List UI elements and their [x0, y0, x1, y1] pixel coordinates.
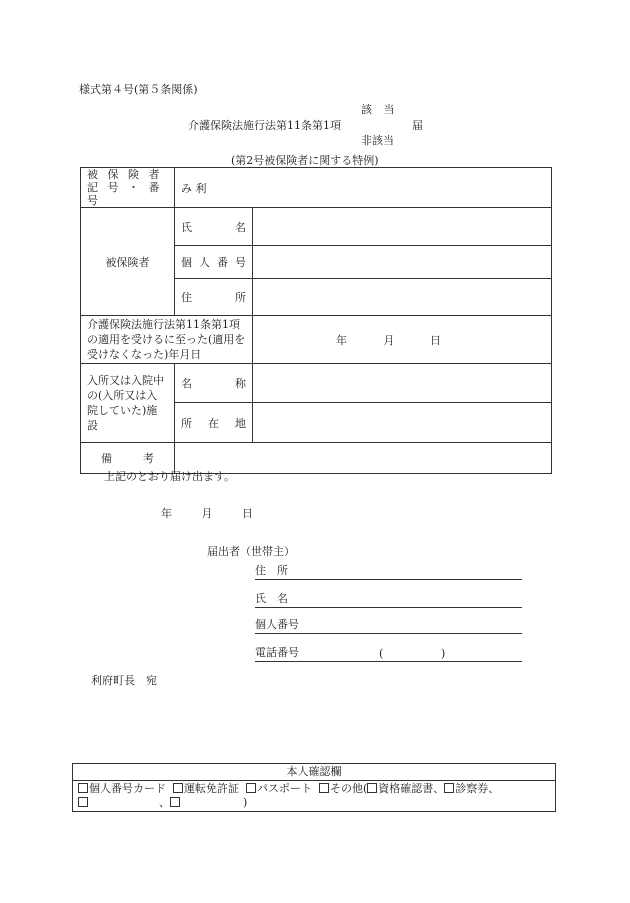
passport-checkbox[interactable]: [246, 783, 256, 793]
remarks-label: 備 考: [81, 443, 175, 474]
sign-month: 月: [201, 507, 213, 520]
form-subtitle: (第2号被保険者に関する特例): [231, 154, 379, 167]
date-month-label: 月: [383, 333, 395, 347]
filer-personal-number-line[interactable]: [255, 617, 522, 634]
personal-number-field[interactable]: [253, 246, 552, 279]
notification-label: 届: [412, 119, 423, 132]
facility-name-field[interactable]: [253, 364, 552, 403]
identity-confirmation-box: [72, 763, 556, 812]
notification-table: [80, 167, 552, 474]
insured-number-field[interactable]: み 利: [175, 168, 552, 208]
passport-label: パスポート: [257, 782, 312, 795]
phone-paren-open: (: [379, 647, 384, 660]
filer-title: 届出者（世帯主）: [207, 545, 295, 558]
exam-ticket-checkbox[interactable]: [444, 783, 454, 793]
extra-checkbox-1[interactable]: [78, 797, 88, 807]
declaration-text: 上記のとおり届け出ます。: [104, 470, 236, 483]
sign-date: [161, 505, 253, 521]
application-date-label: 介護保険法施行法第11条第1項の適用を受けるに至った(適用を受けなくなった)年月日: [81, 316, 253, 364]
filer-phone-line[interactable]: [255, 645, 522, 662]
addressee: 利府町長 宛: [91, 674, 157, 687]
address-label: 住 所: [175, 279, 253, 316]
mynumber-label: 個人番号カード: [89, 782, 166, 795]
date-day-label: 日: [430, 333, 441, 347]
date-year-label: 年: [336, 333, 347, 347]
address-field[interactable]: [253, 279, 552, 316]
insured-number-label: 被 保 険 者 記 号 ・ 番 号: [81, 168, 175, 208]
filer-address-label: 住 所: [255, 564, 288, 577]
facility-name-label: 名 称: [175, 364, 253, 403]
law-title: 介護保険法施行法第11条第1項: [188, 119, 341, 132]
exam-ticket-label: 診察券、: [455, 782, 500, 795]
qualification-label: 資格確認書、: [378, 782, 445, 795]
not-applicable-label: 非該当: [361, 134, 394, 147]
facility-location-field[interactable]: [253, 403, 552, 443]
phone-paren-close: ): [441, 647, 446, 660]
filer-name-line[interactable]: [255, 591, 522, 608]
filer-personal-number-label: 個人番号: [255, 618, 299, 631]
sign-year: 年: [161, 507, 172, 520]
license-checkbox[interactable]: [173, 783, 183, 793]
license-label: 運転免許証: [184, 782, 239, 795]
name-label: 氏 名: [175, 208, 253, 246]
personal-number-label: 個 人 番 号: [175, 246, 253, 279]
application-date-field[interactable]: [253, 316, 552, 364]
close-paren: ): [243, 796, 248, 809]
filer-phone-label: 電話番号: [255, 646, 299, 659]
name-field[interactable]: [253, 208, 552, 246]
other-checkbox[interactable]: [319, 783, 329, 793]
qualification-checkbox[interactable]: [367, 783, 377, 793]
filer-address-line[interactable]: [255, 563, 522, 580]
filer-name-label: 氏 名: [255, 592, 288, 605]
insured-person-label: 被保険者: [81, 208, 175, 316]
other-label: その他(: [330, 782, 368, 795]
form-number: 様式第４号(第５条関係): [79, 83, 198, 96]
applicable-label: 該 当: [361, 103, 399, 116]
facility-location-label: 所 在 地: [175, 403, 253, 443]
mynumber-checkbox[interactable]: [78, 783, 88, 793]
extra-checkbox-2[interactable]: [170, 797, 180, 807]
confirmation-title: 本人確認欄: [73, 764, 556, 781]
sign-day: 日: [242, 507, 253, 520]
separator: 、: [159, 796, 170, 809]
confirmation-options: [73, 781, 556, 812]
facility-label: 入所又は入院中の(入所又は入院していた)施設: [81, 364, 175, 443]
